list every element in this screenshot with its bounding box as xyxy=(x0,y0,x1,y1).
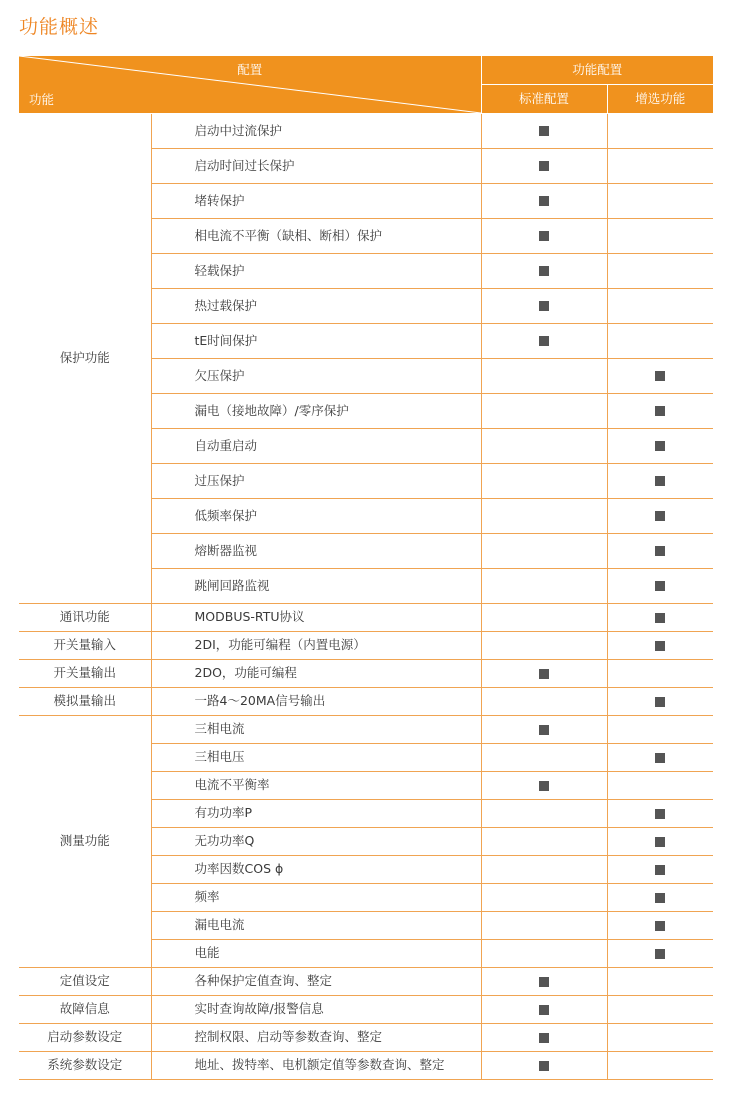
optional-mark-cell xyxy=(607,359,713,394)
function-item-cell: MODBUS-RTU协议 xyxy=(151,604,481,632)
table-row xyxy=(19,688,713,716)
optional-mark-cell xyxy=(607,394,713,429)
optional-column-header: 增选功能 xyxy=(607,85,713,114)
function-item-cell: 有功功率P xyxy=(151,800,481,828)
optional-mark-cell xyxy=(607,632,713,660)
category-cell: 开关量输出 xyxy=(19,660,151,688)
filled-square-icon xyxy=(655,581,665,591)
category-cell: 模拟量输出 xyxy=(19,688,151,716)
function-item-cell: 频率 xyxy=(151,884,481,912)
function-item-cell: 低频率保护 xyxy=(151,499,481,534)
category-cell: 系统参数设定 xyxy=(19,1052,151,1080)
category-cell: 开关量输入 xyxy=(19,632,151,660)
function-item-cell: 热过载保护 xyxy=(151,289,481,324)
standard-mark-cell xyxy=(481,254,607,289)
standard-mark-cell xyxy=(481,429,607,464)
function-item-cell: 地址、拨特率、电机额定值等参数查询、整定 xyxy=(151,1052,481,1080)
standard-mark-cell xyxy=(481,744,607,772)
function-item-cell: 2DO，功能可编程 xyxy=(151,660,481,688)
table-row xyxy=(19,1024,713,1052)
filled-square-icon xyxy=(539,1005,549,1015)
table-header xyxy=(19,56,713,114)
filled-square-icon xyxy=(655,406,665,416)
standard-mark-cell xyxy=(481,184,607,219)
optional-mark-cell xyxy=(607,289,713,324)
function-item-cell: 各种保护定值查询、整定 xyxy=(151,968,481,996)
function-item-cell: 控制权限、启动等参数查询、整定 xyxy=(151,1024,481,1052)
standard-mark-cell xyxy=(481,1052,607,1080)
filled-square-icon xyxy=(655,865,665,875)
standard-mark-cell xyxy=(481,884,607,912)
optional-mark-cell xyxy=(607,856,713,884)
optional-mark-cell xyxy=(607,772,713,800)
standard-mark-cell xyxy=(481,289,607,324)
optional-mark-cell xyxy=(607,800,713,828)
standard-mark-cell xyxy=(481,968,607,996)
optional-mark-cell xyxy=(607,149,713,184)
filled-square-icon xyxy=(539,231,549,241)
optional-mark-cell xyxy=(607,828,713,856)
optional-mark-cell xyxy=(607,114,713,149)
standard-mark-cell xyxy=(481,359,607,394)
function-item-cell: 启动中过流保护 xyxy=(151,114,481,149)
function-item-cell: 电流不平衡率 xyxy=(151,772,481,800)
optional-mark-cell xyxy=(607,604,713,632)
function-item-cell: 漏电电流 xyxy=(151,912,481,940)
function-item-cell: 轻载保护 xyxy=(151,254,481,289)
standard-mark-cell xyxy=(481,604,607,632)
filled-square-icon xyxy=(655,697,665,707)
filled-square-icon xyxy=(655,613,665,623)
function-item-cell: 自动重启动 xyxy=(151,429,481,464)
group-header: 功能配置 xyxy=(481,56,713,85)
function-item-cell: 欠压保护 xyxy=(151,359,481,394)
filled-square-icon xyxy=(539,725,549,735)
standard-mark-cell xyxy=(481,940,607,968)
optional-mark-cell xyxy=(607,968,713,996)
filled-square-icon xyxy=(655,837,665,847)
filled-square-icon xyxy=(655,809,665,819)
function-config-table xyxy=(19,55,713,1080)
table-row xyxy=(19,114,713,149)
optional-mark-cell xyxy=(607,254,713,289)
filled-square-icon xyxy=(539,781,549,791)
function-item-cell: 熔断器监视 xyxy=(151,534,481,569)
function-item-cell: 一路4～20MA信号输出 xyxy=(151,688,481,716)
config-header-label: 配置 xyxy=(237,62,263,77)
function-item-cell: 跳闸回路监视 xyxy=(151,569,481,604)
function-item-cell: 相电流不平衡（缺相、断相）保护 xyxy=(151,219,481,254)
table-row xyxy=(19,968,713,996)
filled-square-icon xyxy=(655,921,665,931)
function-item-cell: 漏电（接地故障）/零序保护 xyxy=(151,394,481,429)
diagonal-header-cell xyxy=(19,56,481,114)
function-item-cell: 过压保护 xyxy=(151,464,481,499)
table-row xyxy=(19,996,713,1024)
standard-mark-cell xyxy=(481,534,607,569)
standard-mark-cell xyxy=(481,499,607,534)
standard-mark-cell xyxy=(481,856,607,884)
table-row xyxy=(19,604,713,632)
standard-mark-cell xyxy=(481,800,607,828)
optional-mark-cell xyxy=(607,996,713,1024)
function-item-cell: 三相电压 xyxy=(151,744,481,772)
standard-mark-cell xyxy=(481,569,607,604)
filled-square-icon xyxy=(539,1033,549,1043)
standard-mark-cell xyxy=(481,912,607,940)
standard-mark-cell xyxy=(481,464,607,499)
table-row xyxy=(19,660,713,688)
table-row xyxy=(19,632,713,660)
category-cell: 测量功能 xyxy=(19,716,151,968)
filled-square-icon xyxy=(655,441,665,451)
optional-mark-cell xyxy=(607,219,713,254)
filled-square-icon xyxy=(539,266,549,276)
function-item-cell: 2DI，功能可编程（内置电源） xyxy=(151,632,481,660)
standard-mark-cell xyxy=(481,324,607,359)
function-item-cell: 功率因数COS ϕ xyxy=(151,856,481,884)
standard-mark-cell xyxy=(481,394,607,429)
optional-mark-cell xyxy=(607,429,713,464)
optional-mark-cell xyxy=(607,912,713,940)
filled-square-icon xyxy=(539,301,549,311)
filled-square-icon xyxy=(539,1061,549,1071)
standard-mark-cell xyxy=(481,660,607,688)
standard-mark-cell xyxy=(481,149,607,184)
function-header-label: 功能 xyxy=(29,91,55,107)
category-cell: 通讯功能 xyxy=(19,604,151,632)
filled-square-icon xyxy=(655,753,665,763)
optional-mark-cell xyxy=(607,464,713,499)
standard-mark-cell xyxy=(481,632,607,660)
filled-square-icon xyxy=(539,126,549,136)
table-body xyxy=(19,114,713,1080)
filled-square-icon xyxy=(655,371,665,381)
optional-mark-cell xyxy=(607,688,713,716)
standard-mark-cell xyxy=(481,114,607,149)
category-cell: 启动参数设定 xyxy=(19,1024,151,1052)
function-item-cell: 电能 xyxy=(151,940,481,968)
optional-mark-cell xyxy=(607,534,713,569)
standard-column-header: 标准配置 xyxy=(481,85,607,114)
function-item-cell: tE时间保护 xyxy=(151,324,481,359)
filled-square-icon xyxy=(655,511,665,521)
filled-square-icon xyxy=(539,669,549,679)
optional-mark-cell xyxy=(607,324,713,359)
optional-mark-cell xyxy=(607,499,713,534)
filled-square-icon xyxy=(655,949,665,959)
category-cell: 故障信息 xyxy=(19,996,151,1024)
standard-mark-cell xyxy=(481,996,607,1024)
optional-mark-cell xyxy=(607,1052,713,1080)
optional-mark-cell xyxy=(607,884,713,912)
function-item-cell: 堵转保护 xyxy=(151,184,481,219)
optional-mark-cell xyxy=(607,940,713,968)
optional-mark-cell xyxy=(607,716,713,744)
filled-square-icon xyxy=(539,196,549,206)
function-item-cell: 三相电流 xyxy=(151,716,481,744)
standard-mark-cell xyxy=(481,828,607,856)
function-item-cell: 实时查询故障/报警信息 xyxy=(151,996,481,1024)
page-title: 功能概述 xyxy=(19,16,100,38)
standard-mark-cell xyxy=(481,716,607,744)
standard-mark-cell xyxy=(481,688,607,716)
filled-square-icon xyxy=(655,893,665,903)
optional-mark-cell xyxy=(607,184,713,219)
standard-mark-cell xyxy=(481,219,607,254)
optional-mark-cell xyxy=(607,744,713,772)
table-row xyxy=(19,716,713,744)
optional-mark-cell xyxy=(607,1024,713,1052)
filled-square-icon xyxy=(655,476,665,486)
optional-mark-cell xyxy=(607,569,713,604)
filled-square-icon xyxy=(539,161,549,171)
filled-square-icon xyxy=(655,546,665,556)
standard-mark-cell xyxy=(481,772,607,800)
optional-mark-cell xyxy=(607,660,713,688)
filled-square-icon xyxy=(655,641,665,651)
table-row xyxy=(19,1052,713,1080)
filled-square-icon xyxy=(539,977,549,987)
function-item-cell: 无功功率Q xyxy=(151,828,481,856)
filled-square-icon xyxy=(539,336,549,346)
category-cell: 定值设定 xyxy=(19,968,151,996)
category-cell: 保护功能 xyxy=(19,114,151,604)
standard-mark-cell xyxy=(481,1024,607,1052)
function-item-cell: 启动时间过长保护 xyxy=(151,149,481,184)
